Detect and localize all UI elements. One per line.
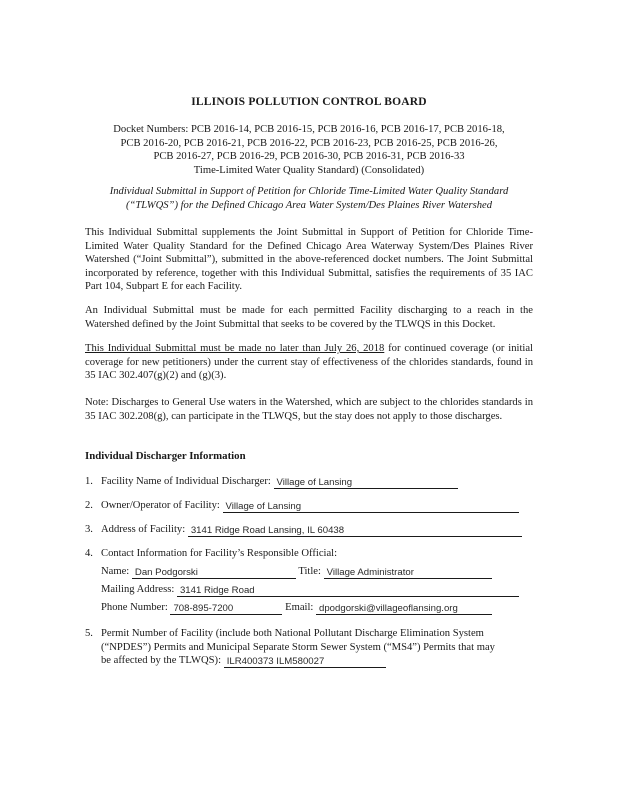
deadline-text: This Individual Submittal must be made no later than July 26, 2018 [85, 343, 385, 354]
permit-number-field[interactable]: ILR400373 ILM580027 [224, 656, 386, 668]
deadline-paragraph [85, 342, 533, 383]
contact-name-row [101, 565, 492, 579]
permit-text-c: be affected by the TLWQS): [101, 655, 222, 667]
contact-phone-row [101, 601, 492, 615]
item-number: 1. [85, 476, 93, 487]
owner-field[interactable]: Village of Lansing [223, 501, 519, 513]
email-field[interactable]: dpodgorski@villageoflansing.org [316, 603, 492, 615]
subtitle-line: (“TLWQS”) for the Defined Chicago Area Water System/Des Plaines River Watershed [125, 199, 493, 211]
permit-text-c-row [85, 654, 533, 668]
board-title: ILLINOIS POLLUTION CONTROL BOARD [191, 96, 427, 108]
form-item-facility-name [85, 475, 533, 489]
docket-line: PCB 2016-27, PCB 2016-29, PCB 2016-30, PCB 2016-31, PCB 2016-33 [153, 151, 465, 163]
item-number: 4. [85, 548, 93, 559]
title-label: Title: [298, 566, 321, 577]
form-item-address [85, 523, 533, 537]
mail-field[interactable]: 3141 Ridge Road [177, 585, 519, 597]
address-label: Address of Facility: [101, 524, 186, 535]
form-item-contact [85, 547, 533, 561]
permit-text-b: (“NPDES”) Permits and Municipal Separate Storm Sewer System (“MS4”) Permits that may [101, 641, 495, 653]
address-field[interactable]: 3141 Ridge Road Lansing, IL 60438 [188, 525, 522, 537]
facility-name-label: Facility Name of Individual Discharger: [101, 476, 271, 487]
item-number: 2. [85, 500, 93, 511]
contact-label: Contact Information for Facility’s Responsible Official: [101, 548, 338, 559]
docket-line: PCB 2016-20, PCB 2016-21, PCB 2016-22, PCB 2016-23, PCB 2016-25, PCB 2016-26, [120, 137, 498, 149]
item-number: 3. [85, 524, 93, 535]
docket-line: Docket Numbers: PCB 2016-14, PCB 2016-15, PCB 2016-16, PCB 2016-17, PCB 2016-18, [113, 124, 505, 135]
form-item-permits [85, 627, 533, 668]
facility-name-field[interactable]: Village of Lansing [274, 477, 458, 489]
note-paragraph: Note: Discharges to General Use waters in the Watershed, which are subject to the chlorides standards in 35 IAC 302.208(g), can participate in the TLWQS, but the stay does not apply to those discharges. [85, 397, 533, 422]
permit-text-a: Permit Number of Facility (include both National Pollutant Discharge Elimination System [101, 628, 484, 639]
form-item-owner [85, 499, 533, 513]
contact-mail-row [101, 583, 519, 597]
section-heading: Individual Discharger Information [85, 450, 246, 462]
docket-numbers [85, 123, 533, 177]
requirement-paragraph: An Individual Submittal must be made for each permitted Facility discharging to a reach in the Watershed defined by the Joint Submittal that seeks to be covered by the TLWQS in this Docket. [85, 305, 533, 330]
name-field[interactable]: Dan Podgorski [132, 567, 296, 579]
intro-paragraph: This Individual Submittal supplements the Joint Submittal in Support of Petition for Chloride Time-Limited Water Quality Standard for the Defined Chicago Area Waterway System/Des Plaines River Watershed (“Joint Submittal”), submitted in the above-referenced docket numbers. The Joint Submittal incorporated by reference, together with this Individual Submittal, satisfies the requirements of 35 IAC Part 104, Subpart E for each Facility. [85, 227, 533, 293]
mail-label: Mailing Address: [101, 584, 175, 595]
submittal-subtitle [85, 185, 533, 212]
name-label: Name: [101, 566, 130, 577]
email-label: Email: [285, 602, 314, 613]
docket-line: Time-Limited Water Quality Standard) (Consolidated) [193, 164, 425, 176]
deadline-rest: for continued coverage (or initial coverage for new petitioners) under the current stay of effectiveness of the chlorides standards, found in 35 IAC 302.407(g)(2) and (g)(3). [85, 343, 534, 382]
item-number: 5. [85, 628, 93, 639]
phone-label: Phone Number: [101, 602, 168, 613]
owner-label: Owner/Operator of Facility: [101, 500, 220, 511]
title-field[interactable]: Village Administrator [324, 567, 492, 579]
subtitle-line: Individual Submittal in Support of Petition for Chloride Time-Limited Water Quality Standard [109, 186, 509, 197]
phone-field[interactable]: 708-895-7200 [170, 603, 282, 615]
